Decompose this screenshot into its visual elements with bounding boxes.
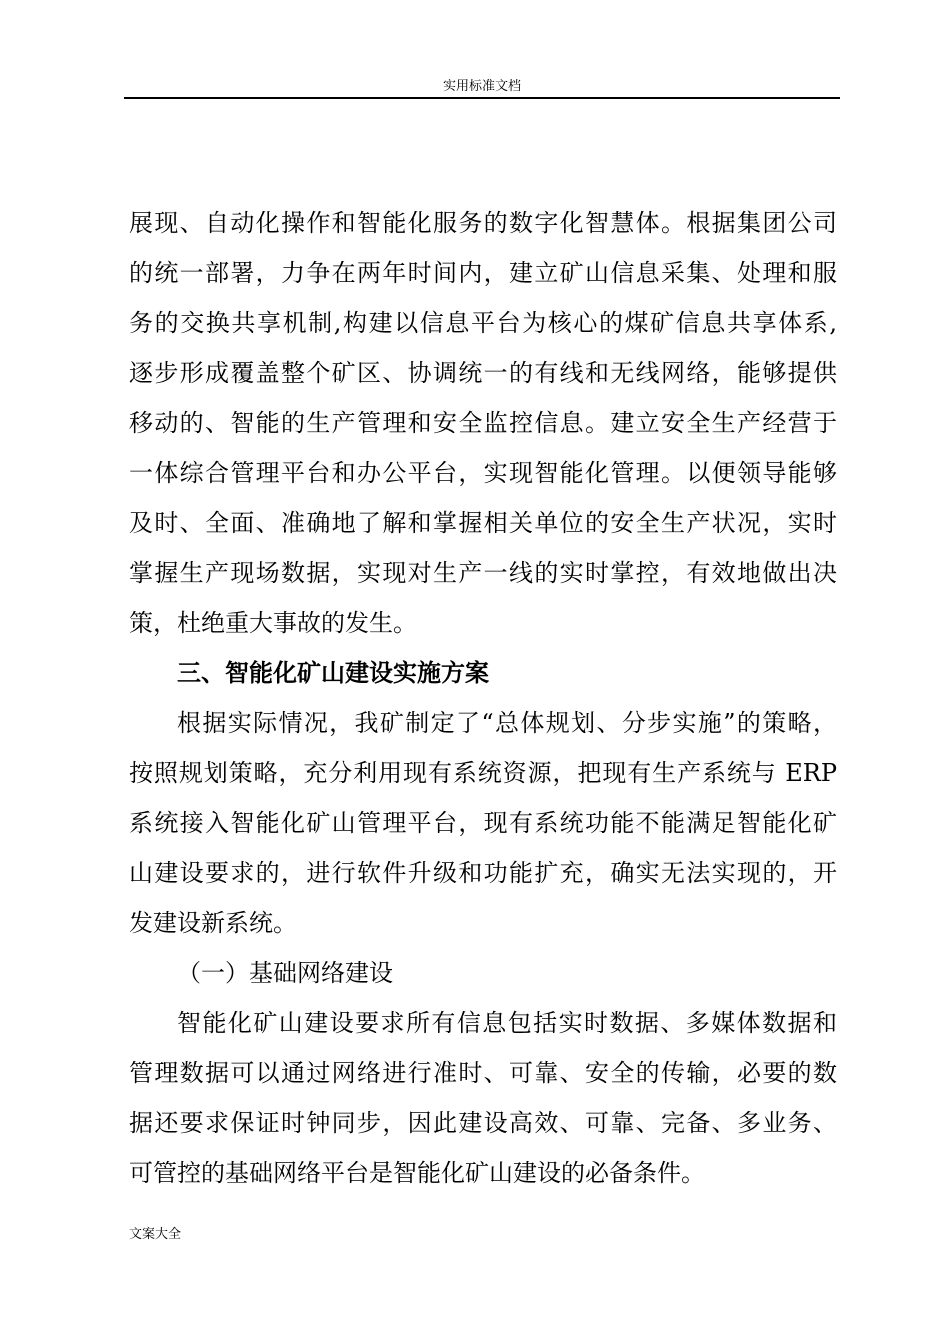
- text-line: 及时、全面、准确地了解和掌握相关单位的安全生产状况，实时: [129, 509, 837, 537]
- text-line: 根据实际情况，我矿制定了“总体规划、分步实施”的策略，: [177, 709, 837, 737]
- text-line: 山建设要求的，进行软件升级和功能扩充，确实无法实现的，开: [129, 859, 837, 887]
- text-line: 展现、自动化操作和智能化服务的数字化智慧体。根据集团公司: [129, 209, 837, 237]
- subsection-heading: （一）基础网络建设: [177, 959, 393, 987]
- document-body: [129, 198, 837, 1198]
- section-heading: 三、智能化矿山建设实施方案: [177, 659, 489, 687]
- text-line: 一体综合管理平台和办公平台，实现智能化管理。以便领导能够: [129, 459, 837, 487]
- paragraph-network: [129, 998, 837, 1198]
- text-line: 掌握生产现场数据，实现对生产一线的实时掌控，有效地做出决: [129, 559, 837, 587]
- text-line: 逐步形成覆盖整个矿区、协调统一的有线和无线网络，能够提供: [129, 359, 837, 387]
- text-line: 系统接入智能化矿山管理平台，现有系统功能不能满足智能化矿: [129, 809, 837, 837]
- paragraph-continuation: [129, 198, 837, 648]
- text-line: 务的交换共享机制,构建以信息平台为核心的煤矿信息共享体系,: [129, 309, 837, 337]
- text-line: 发建设新系统。: [129, 909, 297, 937]
- text-line: 可管控的基础网络平台是智能化矿山建设的必备条件。: [129, 1159, 705, 1187]
- text-line: 智能化矿山建设要求所有信息包括实时数据、多媒体数据和: [177, 1009, 837, 1037]
- text-line: 按照规划策略，充分利用现有系统资源，把现有生产系统与 ERP: [129, 759, 837, 787]
- page-footer: 文案大全: [129, 1227, 182, 1242]
- text-line: 管理数据可以通过网络进行准时、可靠、安全的传输，必要的数: [129, 1059, 837, 1087]
- paragraph-strategy: [129, 698, 837, 948]
- text-line: 的统一部署，力争在两年时间内，建立矿山信息采集、处理和服: [129, 259, 837, 287]
- text-line: 移动的、智能的生产管理和安全监控信息。建立安全生产经营于: [129, 409, 837, 437]
- header-divider: [124, 97, 840, 99]
- page-header: 实用标准文档: [442, 79, 521, 94]
- text-line: 据还要求保证时钟同步，因此建设高效、可靠、完备、多业务、: [129, 1109, 837, 1137]
- text-line: 策，杜绝重大事故的发生。: [129, 609, 417, 637]
